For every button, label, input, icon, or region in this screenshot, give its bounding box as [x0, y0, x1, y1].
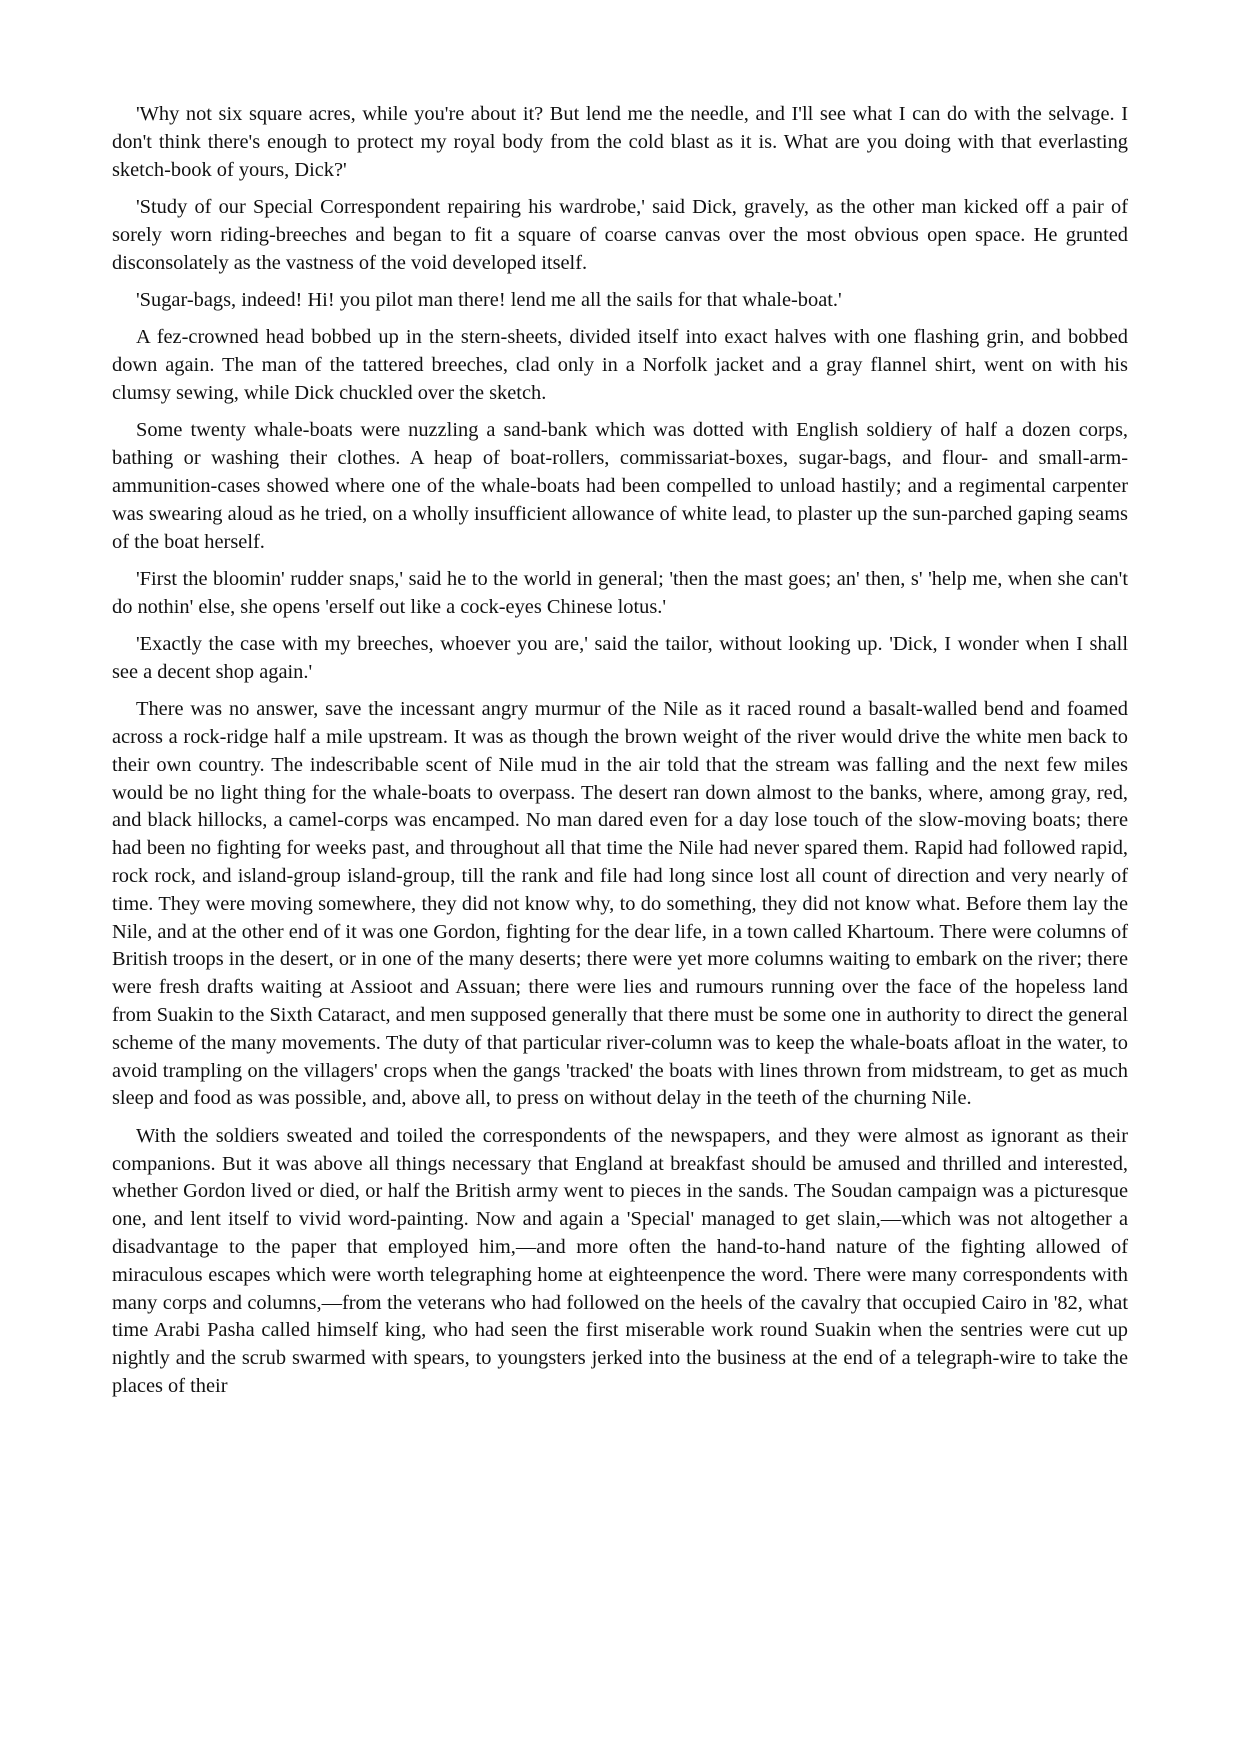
paragraph-5: Some twenty whale-boats were nuzzling a sand-bank which was dotted with English soldiery of half a dozen corps, bathing or washing their clothes. A heap of boat-rollers, commissariat-boxes, sugar-bags, and flour- and small-arm-ammunition-cases showed where one of the whale-boats had been compelled to unload hastily; and a regimental carpenter was swearing aloud as he tried, on a wholly insufficient allowance of white lead, to plaster up the sun-parched gaping seams of the boat herself. — [112, 419, 1128, 553]
paragraph-8: There was no answer, save the incessant angry murmur of the Nile as it raced round a basalt-walled bend and foamed across a rock-ridge half a mile upstream. It was as though the brown weight of the river would drive the white men back to their own country. The indescribable scent of Nile mud in the air told that the stream was falling and the next few miles would be no light thing for the whale-boats to overpass. The desert ran down almost to the banks, where, among gray, red, and black hillocks, a camel-corps was encamped. No man dared even for a day lose touch of the slow-moving boats; there had been no fighting for weeks past, and throughout all that time the Nile had never spared them. Rapid had followed rapid, rock rock, and island-group island-group, till the rank and file had long since lost all count of direction and very nearly of time. They were moving somewhere, they did not know why, to do something, they did not know what. Before them lay the Nile, and at the other end of it was one Gordon, fighting for the dear life, in a town called Khartoum. There were columns of British troops in the desert, or in one of the many deserts; there were yet more columns waiting to embark on the river; there were fresh drafts waiting at Assioot and Assuan; there were lies and rumours running over the face of the hopeless land from Suakin to the Sixth Cataract, and men supposed generally that there must be some one in authority to direct the general scheme of the many movements. The duty of that particular river-column was to keep the whale-boats afloat in the water, to avoid trampling on the villagers' crops when the gangs 'tracked' the boats with lines thrown from midstream, to get as much sleep and food as was possible, and, above all, to press on without delay in the teeth of the churning Nile. — [112, 698, 1128, 1110]
paragraph-1: 'Why not six square acres, while you're about it? But lend me the needle, and I'll see what I can do with the selvage. I don't think there's enough to protect my royal body from the cold blast as it is. What are you doing with that everlasting sketch-book of yours, Dick?' — [112, 103, 1128, 181]
paragraph-4: A fez-crowned head bobbed up in the stern-sheets, divided itself into exact halves with one flashing grin, and bobbed down again. The man of the tattered breeches, clad only in a Norfolk jacket and a gray flannel shirt, went on with his clumsy sewing, while Dick chuckled over the sketch. — [112, 326, 1128, 404]
paragraph-7: 'Exactly the case with my breeches, whoever you are,' said the tailor, without looking up. 'Dick, I wonder when I shall see a decent shop again.' — [112, 633, 1128, 683]
book-page — [112, 101, 1128, 1410]
paragraph-2: 'Study of our Special Correspondent repairing his wardrobe,' said Dick, gravely, as the other man kicked off a pair of sorely worn riding-breeches and began to fit a square of coarse canvas over the most obvious open space. He grunted disconsolately as the vastness of the void developed itself. — [112, 195, 1128, 274]
paragraph-6: 'First the bloomin' rudder snaps,' said he to the world in general; 'then the mast goes; an' then, s' 'help me, when she can't do nothin' else, she opens 'erself out like a cock-eyes Chinese lotus.' — [112, 567, 1128, 618]
paragraph-9: With the soldiers sweated and toiled the correspondents of the newspapers, and they were almost as ignorant as their companions. But it was above all things necessary that England at breakfast should be amused and thrilled and interested, whether Gordon lived or died, or half the British army went to pieces in the sands. The Soudan campaign was a picturesque one, and lent itself to vivid word-painting. Now and again a 'Special' managed to get slain,—which was not altogether a disadvantage to the paper that employed him,—and more often the hand-to-hand nature of the fighting allowed of miraculous escapes which were worth telegraphing home at eighteenpence the word. There were many correspondents with many corps and columns,—from the veterans who had followed on the heels of the cavalry that occupied Cairo in '82, what time Arabi Pasha called himself king, who had seen the first miserable work round Suakin when the sentries were cut up nightly and the scrub swarmed with spears, to youngsters jerked into the business at the end of a telegraph-wire to take the places of their — [112, 1124, 1128, 1398]
paragraph-3: 'Sugar-bags, indeed! Hi! you pilot man there! lend me all the sails for that whale-boat.' — [136, 288, 842, 311]
